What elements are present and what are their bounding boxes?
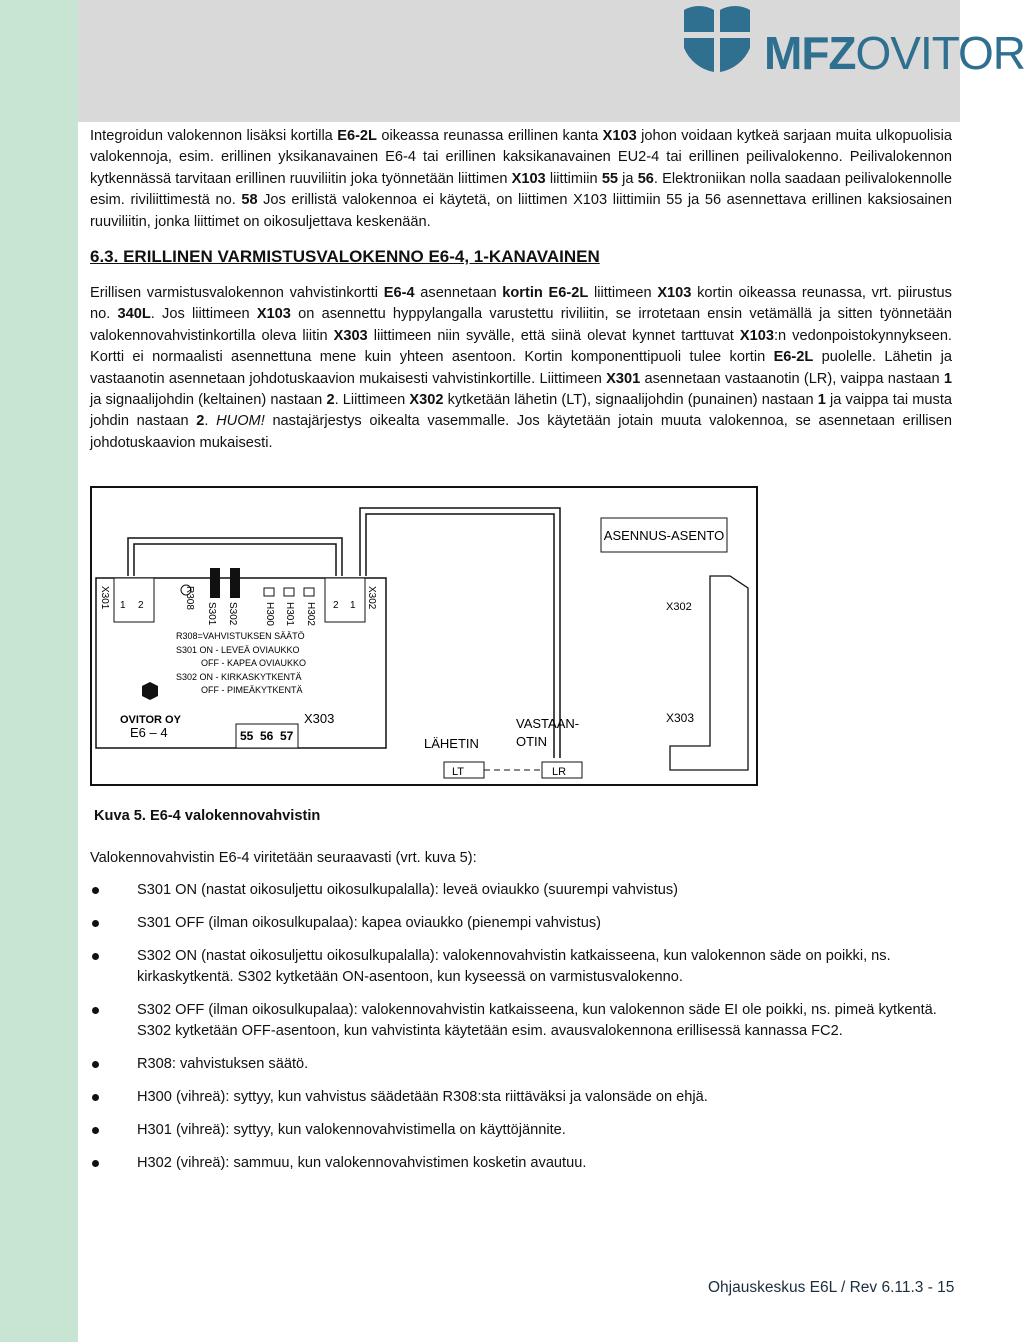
list-item: H300 (vihreä): syttyy, kun vahvistus säädetään R308:sta riittäväksi ja valonsäde on ehjä. <box>90 1087 952 1108</box>
svg-text:X301: X301 <box>99 586 110 610</box>
svg-text:LÄHETIN: LÄHETIN <box>424 736 479 751</box>
svg-text:OFF - KAPEA OVIAUKKO: OFF - KAPEA OVIAUKKO <box>201 658 307 668</box>
svg-text:1: 1 <box>350 600 356 611</box>
svg-text:H300: H300 <box>264 602 275 626</box>
settings-list <box>90 880 952 1186</box>
svg-text:57: 57 <box>280 729 294 743</box>
svg-text:R308: R308 <box>184 586 195 610</box>
list-item: S301 ON (nastat oikosuljettu oikosulkupalalla): leveä oviaukko (suurempi vahvistus) <box>90 880 952 901</box>
svg-text:S301 ON - LEVEÄ OVIAUKKO: S301 ON - LEVEÄ OVIAUKKO <box>176 645 300 655</box>
svg-text:X302: X302 <box>666 601 692 613</box>
list-item: H302 (vihreä): sammuu, kun valokennovahvistimen kosketin avautuu. <box>90 1153 952 1174</box>
logo-wordmark: MFZOVITOR <box>764 27 1025 79</box>
svg-text:X302: X302 <box>366 586 377 610</box>
list-item: R308: vahvistuksen säätö. <box>90 1054 952 1075</box>
svg-text:S302: S302 <box>227 602 238 626</box>
paragraph-install: Erillisen varmistusvalokennon vahvistinkortti E6-4 asennetaan kortin E6-2L liittimeen X103 kortin oikeassa reunassa, vrt. piirustus no. 340L. Jos liittimeen X103 on asennettu hyppylangalla varustettu riviliitin, se irrotetaan ensin vetämällä ja sitten työnnetään valokennovahvistinkortilla oleva liitin X303 liittimeen niin syvälle, että siinä olevat kynnet tarttuvat X103:n vedonpoistokynnykseen. Kortti ei normaalisti asennettuna mene kuin yhteen asentoon. Kortin komponenttipuoli tulee kortin E6-2L puolelle. Lähetin ja vastaanotin asennetaan johdotuskaavion mukaisesti vahvistinkortille. Liittimeen X301 asennetaan vastaanotin (LR), vaippa nastaan 1 ja signaalijohdin (keltainen) nastaan 2. Liittimeen X302 kytketään lähetin (LT), signaalijohdin (punainen) nastaan 1 ja vaippa tai musta johdin nastaan 2. HUOM! nastajärjestys oikealta vasemmalle. Jos käytetään jotain muuta valokennoa, se asennetaan erillisen johdotuskaavion mukaisesti. <box>90 285 952 451</box>
svg-text:55: 55 <box>240 729 254 743</box>
svg-text:S301: S301 <box>206 602 217 626</box>
svg-text:VASTAAN-: VASTAAN- <box>516 716 580 731</box>
svg-text:E6 – 4: E6 – 4 <box>130 725 168 740</box>
svg-text:S302 ON - KIRKASKYTKENTÄ: S302 ON - KIRKASKYTKENTÄ <box>176 672 302 682</box>
list-item: H301 (vihreä): syttyy, kun valokennovahvistimella on käyttöjännite. <box>90 1120 952 1141</box>
svg-text:2: 2 <box>138 600 144 611</box>
svg-text:LT: LT <box>452 766 465 778</box>
settings-intro: Valokennovahvistin E6-4 viritetään seuraavasti (vrt. kuva 5): <box>90 850 477 866</box>
svg-text:1: 1 <box>120 600 126 611</box>
svg-text:OFF - PIMEÄKYTKENTÄ: OFF - PIMEÄKYTKENTÄ <box>201 685 303 695</box>
svg-text:56: 56 <box>260 729 274 743</box>
paragraph-intro: Integroidun valokennon lisäksi kortilla E6-2L oikeassa reunassa erillinen kanta X103 johon voidaan kytkeä sarjaan muita ulkopuolisia valokennoja, esim. erillinen yksikanavainen E6-4 tai erillinen kaksikanavainen EU2-4 tai erillinen peilivalokenno. Peilivalokennon kytkennässä tarvitaan erillinen ruuviliitin joka työnnetään liittimen X103 liittimiin 55 ja 56. Elektroniikan nolla saadaan peilivalokennolle esim. riviliittimestä no. 58 Jos erillistä valokennoa ei käytetä, on liittimen X103 liittimiin 55 ja 56 asennettava erillinen kaksiosainen ruuviliitin, jonka liittimet on oikosuljettava keskenään. <box>90 128 953 230</box>
svg-text:H302: H302 <box>305 602 316 626</box>
svg-text:X303: X303 <box>666 711 695 725</box>
svg-text:LR: LR <box>552 766 567 778</box>
svg-text:X303: X303 <box>304 711 335 726</box>
label-asennus: ASENNUS-ASENTO <box>603 528 725 543</box>
svg-text:OVITOR OY: OVITOR OY <box>120 714 181 726</box>
side-bar <box>0 0 78 1342</box>
svg-text:2: 2 <box>333 600 339 611</box>
list-item: S302 OFF (ilman oikosulkupalaa): valokennovahvistin katkaisseena, kun valokennon säde EI ole poikki, ns. pimeä kytkentä. S302 kytketään OFF-asentoon, kun vahvistinta käytetään esim. avausvalokennona erillisessä kannassa FC2. <box>90 1000 952 1042</box>
wiring-diagram <box>90 486 758 786</box>
logo-shield-icon-4 <box>720 38 750 72</box>
svg-text:R308=VAHVISTUKSEN SÄÄTÖ: R308=VAHVISTUKSEN SÄÄTÖ <box>176 631 305 641</box>
list-item: S302 ON (nastat oikosuljettu oikosulkupalalla): valokennovahvistin katkaisseena, kun valokennon säde on poikki, ns. kirkaskytkentä. S302 kytketään ON-asentoon, kun kyseessä on varmistusvalokenno. <box>90 946 952 988</box>
logo-shield-icon <box>684 6 714 32</box>
section-heading: 6.3. ERILLINEN VARMISTUSVALOKENNO E6-4, 1-KANAVAINEN <box>90 247 600 266</box>
page-footer: Ohjauskeskus E6L / Rev 6.11.3 - 15 <box>708 1279 955 1296</box>
list-item: S301 OFF (ilman oikosulkupalaa): kapea oviaukko (pienempi vahvistus) <box>90 913 952 934</box>
figure-caption: Kuva 5. E6-4 valokennovahvistin <box>94 808 321 824</box>
svg-text:OTIN: OTIN <box>516 734 548 749</box>
logo-shield-icon-2 <box>720 6 750 32</box>
logo-shield-icon-3 <box>684 38 714 72</box>
svg-text:H301: H301 <box>284 602 295 626</box>
